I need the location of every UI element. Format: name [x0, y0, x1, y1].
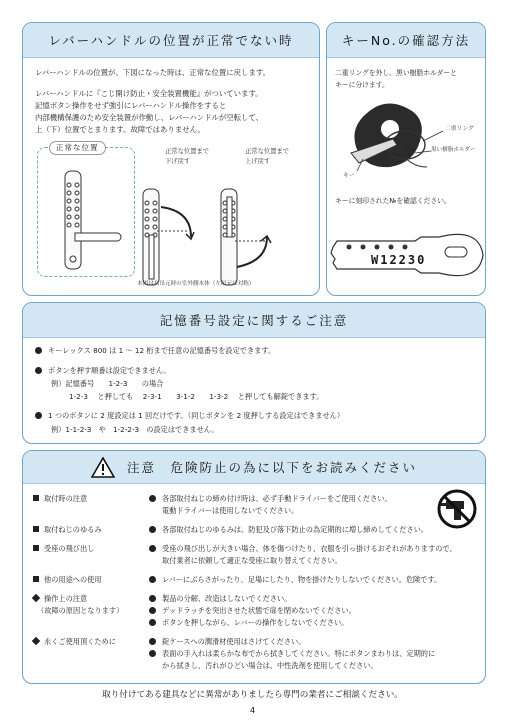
- key-line-2: キーに分けます。: [335, 81, 389, 89]
- caution-label-2: 受座の飛び出し: [33, 543, 94, 554]
- caution-text-4-1: デッドラッチを突出させた状態で扉を閉めないでください。: [149, 605, 356, 616]
- memory-bullet-1: キーレックス 800 は 1 〜 12 桁まで任意の記憶番号を設定できます。: [35, 345, 275, 356]
- caution-label-5: 永くご使用頂くために: [33, 636, 116, 647]
- lever-line-1: レバーハンドルの位置が、下図になった時は、正常な位置に戻します。: [35, 68, 271, 77]
- caution-label-1: 取付ねじのゆるみ: [33, 524, 102, 535]
- page-number: 4: [249, 706, 256, 715]
- key-number: W12230: [371, 253, 427, 267]
- memory-example-1: 例）記憶番号 1-2-3 の場合: [51, 379, 164, 388]
- caution-text-2-0: 受座の飛び出しが大きい場合、体を傷つけたり、衣服を引っ掛けるおそれがありますので、: [149, 543, 457, 554]
- memory-example-3: 例）1-1-2-3 や 1-2-2-3 の設定はできません。: [51, 425, 219, 434]
- caution-label-4: 操作上の注意: [33, 593, 87, 604]
- caution-section: [22, 450, 486, 684]
- caution-label-0: 取付時の注意: [33, 493, 87, 504]
- caution-text-0-0: 各部取付ねじの締め付け時は、必ず手動ドライバーをご使用ください。: [149, 493, 392, 504]
- caption-down-2: 下げ戻す: [165, 158, 191, 165]
- normal-position-label: 正常な位置: [49, 141, 106, 155]
- key-section-title: キーNo.の確認方法: [341, 33, 471, 48]
- warning-icon: [91, 457, 115, 478]
- caution-text-0-1: 電動ドライバーは使用しないでください。: [162, 506, 299, 515]
- no-power-drill-icon: [437, 489, 477, 529]
- memory-section-title: 記憶番号設定に関するご注意: [159, 313, 349, 328]
- lever-line-3: 記憶ボタン操作をせず強引にレバーハンドル操作をすると: [35, 101, 227, 110]
- footer-note: 取り付けてある建具などに異常がありましたら専門の業者にご相談ください。: [102, 690, 403, 700]
- caption-up-1: 正常な位置まで: [245, 148, 290, 155]
- lever-line-2: レバーハンドルに『こじ開け防止・安全装置機能』がついています。: [35, 89, 263, 98]
- label-holder: 黒い樹脂ホルダー: [431, 147, 476, 153]
- caption-up-2: 上げ戻す: [245, 158, 271, 165]
- caution-text-4-2: ボタンを押しながら、レバーの操作をしないでください。: [149, 617, 348, 628]
- label-key: キー: [343, 173, 355, 179]
- memory-example-2: 1-2-3 と押しても 2-3-1 3-1-2 1-3-2 と押しても解錠できます。: [69, 392, 324, 401]
- memory-section: [22, 302, 486, 444]
- lever-line-4: 内部機構保護のため安全装置が作動し、レバーハンドルが空転して、: [35, 113, 264, 122]
- label-ring: 二重リング: [445, 126, 474, 132]
- memory-bullet-3: 1 つのボタンに 2 度設定は 1 回だけです。（同じボタンを 2 度押しする設定はできません）: [35, 410, 344, 421]
- key-illustration: [327, 215, 485, 285]
- memory-bullet-2: ボタンを押す順番は設定できません。: [35, 365, 171, 376]
- lever-section: [22, 22, 320, 296]
- lever-section-title: レバーハンドルの位置が正常でない時: [48, 33, 294, 48]
- caution-section-title: 注意 危険防止の為に以下をお読みください: [126, 460, 417, 475]
- key-line-1: 二重リングを外し、黒い樹脂ホルダーと: [335, 69, 457, 77]
- caution-text-4-0: 製品の分解、改造はしないでください。: [149, 593, 291, 604]
- diagram-note: 本図は右吊元時の室外側本体（左吊元は対称）: [137, 281, 255, 287]
- caution-label-3: 他の用途への使用: [33, 574, 102, 585]
- caution-text-5-1: 表面の手入れは柔らかな布でから拭きしてください。特にボタンまわりは、定期的に: [149, 648, 435, 659]
- key-section: [326, 22, 486, 296]
- caution-text-2-1: 取付業者に依頼して適正な受座に取り替えてください。: [162, 556, 342, 565]
- key-instruction: キーに刻印された№を確認ください。: [335, 197, 451, 205]
- caption-down-1: 正常な位置まで: [165, 148, 210, 155]
- memory-section-header: [23, 303, 485, 338]
- caution-text-1-0: 各部取付ねじのゆるみは、防犯及び落下防止の為定期的に増し締めしてください。: [149, 524, 428, 535]
- lever-line-5: 上（下）位置でとまります。故障ではありません。: [35, 125, 205, 134]
- caution-section-header: [23, 451, 485, 484]
- caution-text-3-0: レバーにぶらさがったり、足場にしたり、物を掛けたりしないでください。危険です。: [149, 574, 441, 585]
- key-section-header: [327, 23, 485, 58]
- caution-text-5-2: から拭きし、汚れがひどい場合は、中性洗剤を使用してください。: [162, 661, 378, 670]
- caution-sublabel-4: （故障の原因となります）: [37, 606, 124, 615]
- lock-unit-down: [143, 189, 194, 285]
- caution-text-5-0: 錠ケースへの潤滑材使用はさけてください。: [149, 636, 305, 647]
- lock-unit-normal: [65, 171, 121, 269]
- lock-unit-up: [221, 189, 271, 285]
